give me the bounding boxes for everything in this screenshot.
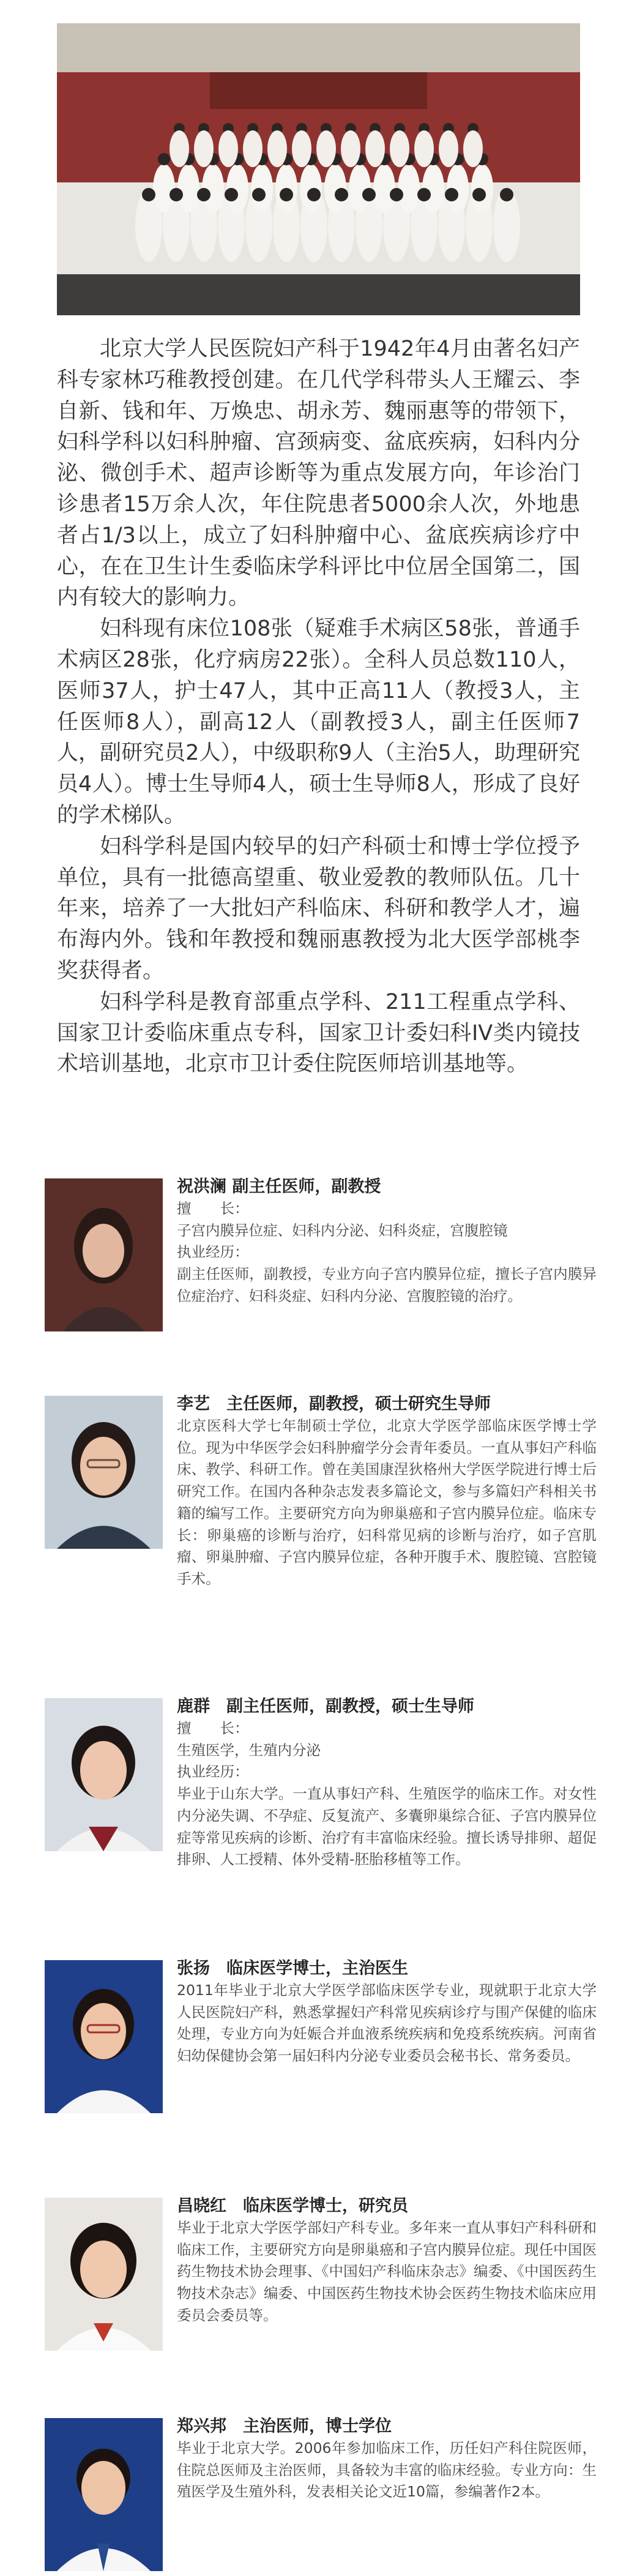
doctor-name: 鹿群 副主任医师，副教授，硕士生导师	[177, 1697, 474, 1716]
experience-label: 执业经历：	[177, 1243, 249, 1261]
specialty-label: 擅 长：	[177, 1720, 249, 1737]
intro-paragraph: 妇科学科是国内较早的妇产科硕士和博士学位授予单位，具有一批德高望重、敬业爱教的教师队伍。几十年来，培养了一大批妇产科临床、科研和教学人才，遍布海内外。钱和年教授和魏丽惠教授为北大医学部桃李奖获得者。	[57, 834, 580, 983]
bio-text: 2011年毕业于北京大学医学部临床医学专业，现就职于北京大学人民医院妇产科，熟悉掌握妇产科常见疾病诊疗与围产保健的临床处理，专业方向为妊娠合并血液系统疾病和免疫系统疾病。河南省妇幼保健协会第一届妇科内分泌专业委员会秘书长、常务委员。	[177, 1982, 597, 2065]
bio-text: 北京医科大学七年制硕士学位，北京大学医学部临床医学博士学位。现为中华医学会妇科肿瘤学分会青年委员。一直从事妇产科临床、教学、科研工作。曾在美国康涅狄格州大学医学院进行博士后研究工作。在国内各种杂志发表多篇论文，参与多篇妇产科相关书籍的编写工作。主要研究方向为卵巢癌和子宫内膜异位症。临床专长：卵巢癌的诊断与治疗，妇科常见病的诊断与治疗，如子宫肌瘤、卵巢肿瘤、子宫内膜异位症，各种开腹手术、腹腔镜、宫腔镜手术。	[177, 1417, 597, 1587]
doctor-name: 昌晓红 临床医学博士，研究员	[177, 2196, 408, 2215]
experience-text: 毕业于山东大学。一直从事妇产科、生殖医学的临床工作。对女性内分泌失调、不孕症、反复流产、多囊卵巢综合征、子宫内膜异位症等常见疾病的诊断、治疗有丰富临床经验。擅长诱导排卵、超促排卵、人工授精、体外受精-胚胎移植等工作。	[177, 1785, 597, 1868]
doctor-name: 祝洪澜 副主任医师，副教授	[177, 1177, 381, 1196]
intro-paragraph: 北京大学人民医院妇产科于1942年4月由著名妇产科专家林巧稚教授创建。在几代学科带头人王耀云、李自新、钱和年、万焕忠、胡永芳、魏丽惠等的带领下，妇科学科以妇科肿瘤、宫颈病变、盆底疾病，妇科内分泌、微创手术、超声诊断等为重点发展方向，年诊治门诊患者15万余人次，年住院患者5000余人次，外地患者占1/3以上，成立了妇科肿瘤中心、盆底疾病诊疗中心，在在卫生计生委临床学科评比中位居全国第二，国内有较大的影响力。	[57, 337, 580, 610]
doctor-photo	[45, 2198, 163, 2351]
doctor-card	[45, 1960, 595, 2113]
doctor-photo	[45, 1178, 163, 1331]
doctor-card	[45, 1178, 595, 1331]
intro-paragraph: 妇科学科是教育部重点学科、211工程重点学科、国家卫计委临床重点专科，国家卫计委妇科IV类内镜技术培训基地，北京市卫计委住院医师培训基地等。	[57, 989, 580, 1077]
doctor-card	[45, 2418, 595, 2571]
doctor-photo	[45, 1396, 163, 1549]
bio-text: 毕业于北京大学。2006年参加临床工作，历任妇产科住院医师，住院总医师及主治医师，具备较为丰富的临床经验。专业方向：生殖医学及生殖外科，发表相关论文近10篇，参编著作2本。	[177, 2439, 597, 2501]
group-photo	[57, 23, 580, 315]
doctor-photo	[45, 2418, 163, 2571]
specialty-text: 子宫内膜异位症、妇科内分泌、妇科炎症，宫腹腔镜	[177, 1221, 508, 1239]
intro-text	[57, 334, 580, 1080]
doctor-name: 郑兴邦 主治医师，博士学位	[177, 2417, 392, 2436]
group-photo-illustration	[57, 23, 580, 315]
doctor-card	[45, 2198, 595, 2351]
specialty-label: 擅 长：	[177, 1200, 249, 1217]
experience-text: 副主任医师，副教授，专业方向子宫内膜异位症，擅长子宫内膜异位症治疗、妇科炎症、妇科内分泌、宫腹腔镜的治疗。	[177, 1265, 597, 1305]
doctor-card	[45, 1697, 597, 1868]
doctor-card	[45, 1395, 597, 1587]
doctor-name: 李艺 主任医师，副教授，硕士研究生导师	[177, 1395, 491, 1413]
doctor-photo	[45, 1698, 163, 1851]
bio-text: 毕业于北京大学医学部妇产科专业。多年来一直从事妇产科科研和临床工作，主要研究方向是卵巢癌和子宫内膜异位症。现任中国医药生物技术协会理事、《中国妇产科临床杂志》编委、《中国医药生物技术杂志》编委、中国医药生物技术协会医药生物技术临床应用委员会委员等。	[177, 2219, 597, 2324]
specialty-text: 生殖医学，生殖内分泌	[177, 1741, 321, 1759]
experience-label: 执业经历：	[177, 1763, 249, 1781]
doctor-name: 张扬 临床医学博士，主治医生	[177, 1959, 408, 1978]
intro-paragraph: 妇科现有床位108张（疑难手术病区58张，普通手术病区28张，化疗病房22张）。全科人员总数110人，医师37人，护士47人，其中正高11人（教授3人，主任医师8人），副高12人（副教授3人，副主任医师7人，副研究员2人），中级职称9人（主治5人，助理研究员4人）。博士生导师4人，硕士生导师8人，形成了良好的学术梯队。	[57, 616, 580, 828]
doctor-photo	[45, 1960, 163, 2113]
